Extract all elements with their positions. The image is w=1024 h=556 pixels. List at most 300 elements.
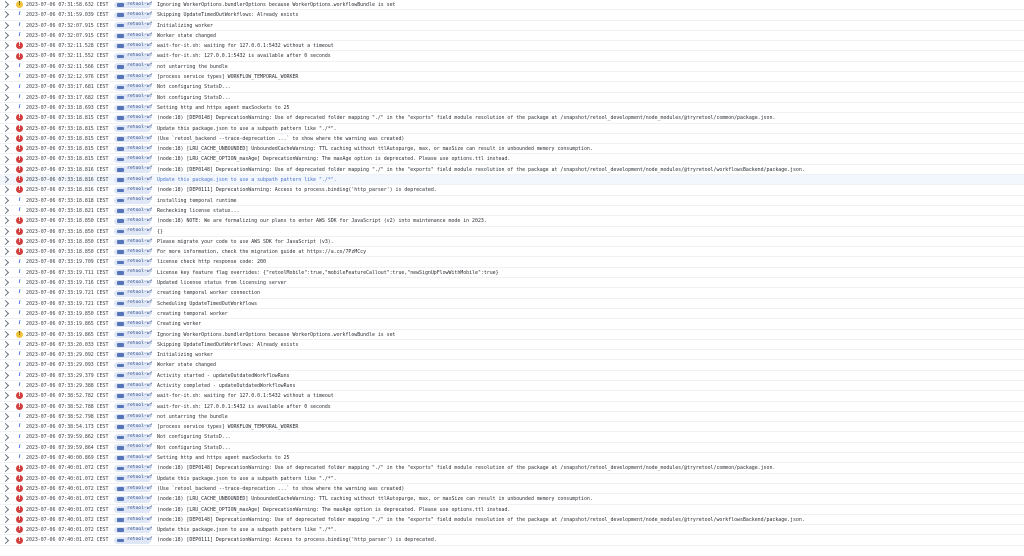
log-row[interactable]: [0, 196, 1024, 206]
log-timestamp: 2023-07-06 07:33:18.850 CEST: [26, 238, 109, 245]
chevron-right-icon[interactable]: [2, 475, 9, 482]
log-row[interactable]: [0, 103, 1024, 113]
info-icon: i: [18, 361, 21, 368]
chevron-right-icon[interactable]: [2, 537, 9, 544]
info-icon: i: [18, 279, 21, 286]
service-label: retool-wf: [127, 73, 153, 79]
chevron-right-icon[interactable]: [2, 495, 9, 502]
chevron-right-icon[interactable]: [2, 53, 9, 60]
service-icon: [117, 364, 124, 368]
log-message: (node:18) [DEP0111] DeprecationWarning: Access to process.binding('http_parser') is deprecated.: [157, 537, 437, 544]
log-row[interactable]: [0, 124, 1024, 134]
chevron-right-icon[interactable]: [2, 104, 9, 111]
log-timestamp: 2023-07-06 07:33:29.092 CEST: [26, 352, 109, 359]
chevron-right-icon[interactable]: [2, 372, 9, 379]
service-label: retool-wf: [127, 475, 153, 481]
log-message: Ignoring WorkerOptions.bundlerOptions because WorkerOptions.workflowBundle is set: [157, 2, 396, 8]
log-message: License key feature flag overrides: {"retoolMobile":true,"mobileFeatureCallout":true,"newSignUpFlowWithMobile":true}: [157, 269, 499, 276]
info-icon: i: [18, 433, 21, 440]
service-label: retool-wf: [127, 465, 153, 471]
log-timestamp: 2023-07-06 07:40:01.072 CEST: [26, 485, 109, 492]
log-row[interactable]: [0, 340, 1024, 350]
chevron-right-icon[interactable]: [2, 11, 9, 18]
log-timestamp: 2023-07-06 07:32:07.915 CEST: [26, 32, 109, 39]
service-badge[interactable]: [114, 74, 151, 81]
service-badge[interactable]: [114, 146, 151, 153]
service-label: retool-wf: [127, 351, 153, 357]
chevron-right-icon[interactable]: [2, 125, 9, 132]
service-badge[interactable]: [114, 94, 151, 101]
service-label: retool-wf: [127, 114, 153, 120]
log-message: Updated license status from licensing server: [157, 280, 287, 287]
chevron-right-icon[interactable]: [2, 42, 9, 49]
chevron-right-icon[interactable]: [2, 156, 9, 163]
service-badge[interactable]: [114, 63, 151, 70]
log-row[interactable]: [0, 165, 1024, 175]
info-icon: i: [18, 83, 21, 90]
chevron-right-icon[interactable]: [2, 516, 9, 523]
log-timestamp: 2023-07-06 07:33:18.850 CEST: [26, 218, 109, 225]
service-badge[interactable]: [114, 311, 151, 318]
service-badge[interactable]: [114, 218, 151, 225]
log-timestamp: 2023-07-06 07:39:59.864 CEST: [26, 444, 109, 451]
chevron-right-icon[interactable]: [2, 506, 9, 513]
log-timestamp: 2023-07-06 07:33:18.693 CEST: [26, 104, 109, 111]
log-timestamp: 2023-07-06 07:33:29.379 CEST: [26, 372, 109, 379]
log-timestamp: 2023-07-06 07:33:18.818 CEST: [26, 197, 109, 204]
log-timestamp: 2023-07-06 07:33:18.815 CEST: [26, 135, 109, 142]
log-row[interactable]: [0, 319, 1024, 329]
info-icon: i: [18, 289, 21, 296]
log-timestamp: 2023-07-06 07:33:19.721 CEST: [26, 290, 109, 297]
info-icon: i: [18, 413, 21, 420]
service-icon: [117, 86, 124, 90]
log-row[interactable]: [0, 82, 1024, 92]
log-timestamp: 2023-07-06 07:33:18.816 CEST: [26, 166, 109, 173]
service-badge[interactable]: [114, 33, 151, 40]
log-row[interactable]: [0, 371, 1024, 381]
chevron-right-icon[interactable]: [2, 423, 9, 430]
error-icon: !: [16, 248, 23, 255]
service-icon: [117, 240, 124, 244]
service-icon: [117, 230, 124, 234]
service-badge[interactable]: [114, 280, 151, 287]
service-label: retool-wf: [127, 403, 153, 409]
service-label: retool-wf: [127, 434, 153, 440]
service-badge[interactable]: [114, 506, 151, 513]
info-icon: i: [18, 62, 21, 69]
log-message: Setting http and https agent maxSockets to 25: [157, 104, 290, 111]
log-row[interactable]: [0, 360, 1024, 370]
log-row[interactable]: [0, 432, 1024, 442]
log-row[interactable]: [0, 154, 1024, 164]
log-timestamp: 2023-07-06 07:33:18.816 CEST: [26, 187, 109, 194]
chevron-right-icon[interactable]: [2, 341, 9, 348]
service-badge[interactable]: [114, 465, 151, 472]
chevron-right-icon[interactable]: [2, 73, 9, 80]
service-icon: [117, 147, 124, 151]
service-badge[interactable]: [114, 517, 151, 524]
chevron-right-icon[interactable]: [2, 22, 9, 29]
log-row[interactable]: [0, 463, 1024, 473]
log-message: {}: [157, 228, 163, 235]
service-badge[interactable]: [114, 414, 151, 421]
service-icon: [117, 467, 124, 471]
service-badge[interactable]: [114, 166, 151, 173]
log-timestamp: 2023-07-06 07:38:52.782 CEST: [26, 393, 109, 400]
info-icon: i: [18, 340, 21, 347]
log-message: Not configuring StatsD...: [157, 434, 231, 441]
service-badge[interactable]: [114, 105, 151, 112]
service-icon: [117, 446, 124, 450]
log-row[interactable]: [0, 381, 1024, 391]
service-badge[interactable]: [114, 352, 151, 359]
log-message: wait-for-it.sh: 127.0.0.1:5432 is available after 0 seconds: [157, 403, 331, 410]
service-icon: [117, 44, 124, 48]
chevron-right-icon[interactable]: [2, 289, 9, 296]
log-timestamp: 2023-07-06 07:33:17.682 CEST: [26, 94, 109, 101]
log-row[interactable]: [0, 134, 1024, 144]
log-timestamp: 2023-07-06 07:40:01.072 CEST: [26, 465, 109, 472]
log-row[interactable]: [0, 21, 1024, 31]
service-label: retool-wf: [127, 135, 153, 141]
error-icon: !: [16, 485, 23, 492]
log-row[interactable]: [0, 257, 1024, 267]
log-row[interactable]: [0, 505, 1024, 515]
log-message: (Use `retool_backend --trace-deprecation ...` to show where the warning was created): [157, 135, 405, 142]
log-row[interactable]: [0, 474, 1024, 484]
log-timestamp: 2023-07-06 07:33:19.716 CEST: [26, 280, 109, 287]
info-icon: i: [18, 104, 21, 111]
service-badge[interactable]: [114, 341, 151, 348]
service-icon: [117, 219, 124, 223]
info-icon: i: [18, 351, 21, 358]
service-label: retool-wf: [127, 392, 153, 398]
log-message: (node:18) [LRU_CACHE_OPTION_maxAge] DeprecationWarning: The maxAge option is deprecated. Please use options.ttl instead.: [157, 156, 511, 163]
service-badge[interactable]: [114, 197, 151, 204]
service-icon: [117, 322, 124, 326]
chevron-right-icon[interactable]: [2, 207, 9, 214]
service-badge[interactable]: [114, 115, 151, 122]
info-icon: i: [18, 454, 21, 461]
error-icon: !: [16, 238, 23, 245]
log-row[interactable]: [0, 31, 1024, 41]
service-badge[interactable]: [114, 208, 151, 215]
log-timestamp: 2023-07-06 07:32:11.566 CEST: [26, 63, 109, 70]
chevron-right-icon[interactable]: [2, 361, 9, 368]
service-badge[interactable]: [114, 22, 151, 29]
log-row[interactable]: [0, 206, 1024, 216]
service-badge[interactable]: [114, 403, 151, 410]
chevron-right-icon[interactable]: [2, 259, 9, 266]
log-message: Not configuring StatsD...: [157, 94, 231, 101]
service-icon: [117, 374, 124, 378]
service-badge[interactable]: [114, 331, 151, 338]
service-icon: [117, 75, 124, 79]
log-message: creating temporal worker: [157, 310, 228, 317]
log-timestamp: 2023-07-06 07:40:01.072 CEST: [26, 527, 109, 534]
chevron-right-icon[interactable]: [2, 248, 9, 255]
chevron-right-icon[interactable]: [2, 382, 9, 389]
log-row[interactable]: [0, 216, 1024, 226]
error-icon: !: [16, 186, 23, 193]
log-row[interactable]: [0, 113, 1024, 123]
service-label: retool-wf: [127, 506, 153, 512]
service-badge[interactable]: [114, 269, 151, 276]
service-label: retool-wf: [127, 11, 153, 17]
log-row[interactable]: [0, 309, 1024, 319]
log-row[interactable]: [0, 391, 1024, 401]
log-message: Update this package.json to use a subpath pattern like "./*".: [157, 475, 337, 482]
log-message: Update this package.json to use a subpath pattern like "./*".: [157, 177, 337, 184]
service-badge[interactable]: [114, 537, 151, 544]
service-badge[interactable]: [114, 187, 151, 194]
service-label: retool-wf: [127, 217, 153, 223]
log-row[interactable]: [0, 453, 1024, 463]
chevron-right-icon[interactable]: [2, 413, 9, 420]
chevron-right-icon[interactable]: [2, 238, 9, 245]
log-timestamp: 2023-07-06 07:33:29.388 CEST: [26, 382, 109, 389]
service-label: retool-wf: [127, 331, 153, 337]
chevron-right-icon[interactable]: [2, 403, 9, 410]
chevron-right-icon[interactable]: [2, 526, 9, 533]
chevron-right-icon[interactable]: [2, 114, 9, 121]
chevron-right-icon[interactable]: [2, 320, 9, 327]
service-badge[interactable]: [114, 444, 151, 451]
chevron-right-icon[interactable]: [2, 392, 9, 399]
service-badge[interactable]: [114, 362, 151, 369]
chevron-right-icon[interactable]: [2, 32, 9, 39]
chevron-right-icon[interactable]: [2, 83, 9, 90]
log-timestamp: 2023-07-06 07:33:19.711 CEST: [26, 269, 109, 276]
service-icon: [117, 333, 124, 337]
service-badge[interactable]: [114, 43, 151, 50]
log-timestamp: 2023-07-06 07:33:18.815 CEST: [26, 156, 109, 163]
service-label: retool-wf: [127, 1, 153, 7]
log-row[interactable]: [0, 185, 1024, 195]
log-row[interactable]: [0, 93, 1024, 103]
service-badge[interactable]: [114, 496, 151, 503]
service-label: retool-wf: [127, 516, 153, 522]
service-icon: [117, 55, 124, 59]
service-badge[interactable]: [114, 424, 151, 431]
chevron-right-icon[interactable]: [2, 1, 9, 8]
info-icon: i: [18, 382, 21, 389]
log-row[interactable]: [0, 278, 1024, 288]
log-message: (node:18) NOTE: We are formalizing our plans to enter AWS SDK for JavaScript (v2) into maintenance mode in 2023.: [157, 218, 487, 225]
log-timestamp: 2023-07-06 07:40:01.072 CEST: [26, 475, 109, 482]
info-icon: i: [18, 371, 21, 378]
log-message: Skipping UpdateTimedOutWorkflows: Already exists: [157, 341, 299, 348]
service-label: retool-wf: [127, 104, 153, 110]
service-badge[interactable]: [114, 136, 151, 143]
log-timestamp: 2023-07-06 07:33:19.721 CEST: [26, 300, 109, 307]
log-message: Not configuring StatsD...: [157, 84, 231, 91]
log-row[interactable]: [0, 535, 1024, 545]
service-badge[interactable]: [114, 125, 151, 132]
chevron-right-icon[interactable]: [2, 145, 9, 152]
chevron-right-icon[interactable]: [2, 279, 9, 286]
log-row[interactable]: [0, 443, 1024, 453]
chevron-right-icon[interactable]: [2, 228, 9, 235]
service-badge[interactable]: [114, 177, 151, 184]
log-row[interactable]: [0, 62, 1024, 72]
log-row[interactable]: [0, 299, 1024, 309]
log-timestamp: 2023-07-06 07:33:19.865 CEST: [26, 321, 109, 328]
chevron-right-icon[interactable]: [2, 166, 9, 173]
log-message: Update this package.json to use a subpath pattern like "./*".: [157, 527, 337, 534]
log-timestamp: 2023-07-06 07:38:52.798 CEST: [26, 413, 109, 420]
chevron-right-icon[interactable]: [2, 176, 9, 183]
service-icon: [117, 34, 124, 38]
log-row[interactable]: [0, 72, 1024, 82]
service-badge[interactable]: [114, 475, 151, 482]
log-row[interactable]: [0, 350, 1024, 360]
chevron-right-icon[interactable]: [2, 197, 9, 204]
chevron-right-icon[interactable]: [2, 444, 9, 451]
service-icon: [117, 497, 124, 501]
chevron-right-icon[interactable]: [2, 135, 9, 142]
log-row[interactable]: [0, 525, 1024, 535]
service-icon: [117, 425, 124, 429]
log-row[interactable]: [0, 41, 1024, 51]
log-row[interactable]: [0, 422, 1024, 432]
log-row[interactable]: [0, 247, 1024, 257]
chevron-right-icon[interactable]: [2, 94, 9, 101]
service-label: retool-wf: [127, 187, 153, 193]
log-message: wait-for-it.sh: waiting for 127.0.0.1:5432 without a timeout: [157, 43, 334, 50]
service-label: retool-wf: [127, 125, 153, 131]
log-row[interactable]: [0, 484, 1024, 494]
log-timestamp: 2023-07-06 07:33:18.821 CEST: [26, 207, 109, 214]
service-label: retool-wf: [127, 176, 153, 182]
chevron-right-icon[interactable]: [2, 269, 9, 276]
log-timestamp: 2023-07-06 07:33:18.850 CEST: [26, 249, 109, 256]
service-badge[interactable]: [114, 53, 151, 60]
log-timestamp: 2023-07-06 07:40:00.869 CEST: [26, 455, 109, 462]
chevron-right-icon[interactable]: [2, 485, 9, 492]
chevron-right-icon[interactable]: [2, 300, 9, 307]
service-label: retool-wf: [127, 42, 153, 48]
chevron-right-icon[interactable]: [2, 217, 9, 224]
service-badge[interactable]: [114, 259, 151, 266]
log-row[interactable]: [0, 51, 1024, 61]
chevron-right-icon[interactable]: [2, 434, 9, 441]
error-icon: !: [16, 42, 23, 49]
chevron-right-icon[interactable]: [2, 63, 9, 70]
log-timestamp: 2023-07-06 07:32:11.528 CEST: [26, 43, 109, 50]
service-icon: [117, 168, 124, 172]
service-badge[interactable]: [114, 321, 151, 328]
info-icon: i: [18, 21, 21, 28]
chevron-right-icon[interactable]: [2, 331, 9, 338]
error-icon: !: [16, 217, 23, 224]
error-icon: !: [16, 125, 23, 132]
error-icon: !: [16, 145, 23, 152]
service-icon: [117, 405, 124, 409]
log-message: Setting http and https agent maxSockets to 25: [157, 455, 290, 462]
service-label: retool-wf: [127, 341, 153, 347]
chevron-right-icon[interactable]: [2, 454, 9, 461]
chevron-right-icon[interactable]: [2, 310, 9, 317]
service-icon: [117, 178, 124, 182]
service-badge[interactable]: [114, 239, 151, 246]
log-row[interactable]: [0, 288, 1024, 298]
log-message: wait-for-it.sh: waiting for 127.0.0.1:5432 without a timeout: [157, 393, 334, 400]
service-icon: [117, 261, 124, 265]
log-timestamp: 2023-07-06 07:40:01.072 CEST: [26, 496, 109, 503]
service-badge[interactable]: [114, 228, 151, 235]
service-label: retool-wf: [127, 526, 153, 532]
service-icon: [117, 292, 124, 296]
log-row[interactable]: [0, 10, 1024, 20]
service-badge[interactable]: [114, 84, 151, 91]
log-row[interactable]: [0, 175, 1024, 185]
service-label: retool-wf: [127, 279, 153, 285]
service-badge[interactable]: [114, 156, 151, 163]
log-message: not untarring the bundle: [157, 413, 228, 420]
service-badge[interactable]: [114, 12, 151, 19]
log-timestamp: 2023-07-06 07:40:01.072 CEST: [26, 537, 109, 544]
service-badge[interactable]: [114, 486, 151, 493]
service-icon: [117, 539, 124, 543]
log-row[interactable]: [0, 268, 1024, 278]
log-row[interactable]: [0, 330, 1024, 340]
service-badge[interactable]: [114, 383, 151, 390]
log-timestamp: 2023-07-06 07:39:59.862 CEST: [26, 434, 109, 441]
chevron-right-icon[interactable]: [2, 351, 9, 358]
service-icon: [117, 137, 124, 141]
service-icon: [117, 487, 124, 491]
service-badge[interactable]: [114, 249, 151, 256]
service-badge[interactable]: [114, 290, 151, 297]
log-row[interactable]: [0, 515, 1024, 525]
service-icon: [117, 343, 124, 347]
log-row[interactable]: [0, 412, 1024, 422]
info-icon: i: [18, 310, 21, 317]
info-icon: i: [18, 443, 21, 450]
service-badge[interactable]: [114, 527, 151, 534]
log-message: Rechecking license status...: [157, 207, 240, 214]
service-badge[interactable]: [114, 393, 151, 400]
service-label: retool-wf: [127, 145, 153, 151]
log-row[interactable]: [0, 402, 1024, 412]
service-icon: [117, 508, 124, 512]
log-timestamp: 2023-07-06 07:31:58.632 CEST: [26, 2, 109, 8]
service-badge[interactable]: [114, 434, 151, 441]
service-badge[interactable]: [114, 2, 151, 9]
log-row[interactable]: [0, 144, 1024, 154]
service-label: retool-wf: [127, 300, 153, 306]
service-badge[interactable]: [114, 455, 151, 462]
service-icon: [117, 394, 124, 398]
service-label: retool-wf: [127, 238, 153, 244]
warning-icon: !: [16, 1, 23, 8]
service-badge[interactable]: [114, 300, 151, 307]
chevron-right-icon[interactable]: [2, 186, 9, 193]
log-row[interactable]: [0, 0, 1024, 10]
info-icon: i: [18, 207, 21, 214]
log-message: Initializing worker: [157, 22, 213, 29]
error-icon: !: [16, 475, 23, 482]
log-row[interactable]: [0, 494, 1024, 504]
info-icon: i: [18, 258, 21, 265]
chevron-right-icon[interactable]: [2, 464, 9, 471]
log-message: (node:18) [LRU_CACHE_UNBOUNDED] UnboundedCacheWarning: TTL caching without ttlAutopurge, max, or maxSize can result in unbounded memory consumption.: [157, 496, 593, 503]
log-row[interactable]: [0, 227, 1024, 237]
log-row[interactable]: [0, 237, 1024, 247]
service-badge[interactable]: [114, 372, 151, 379]
